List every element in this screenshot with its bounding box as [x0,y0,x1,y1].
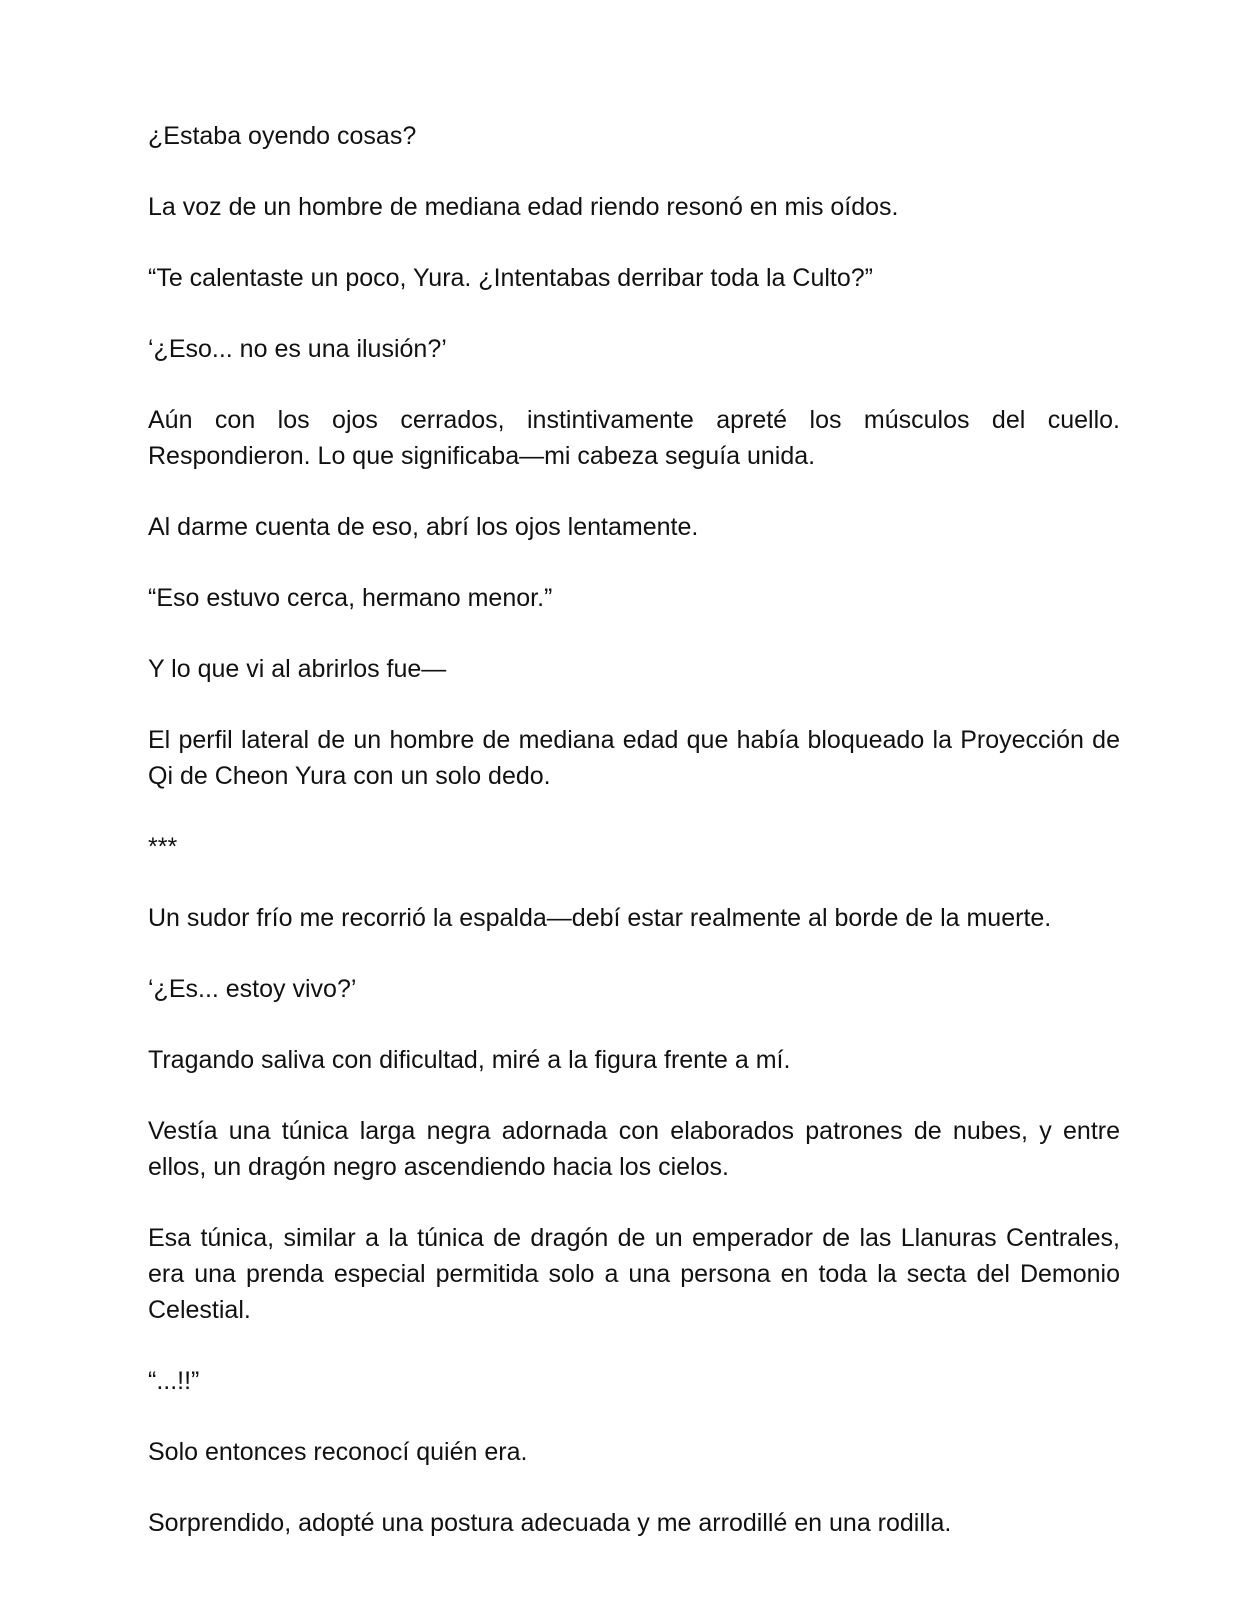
paragraph: Aún con los ojos cerrados, instintivamente apreté los músculos del cuello. Respondieron. Lo que significaba—mi cabeza seguía unida. [148,406,1120,470]
paragraph: “...!!” [148,1367,200,1395]
scene-break: *** [148,833,178,861]
paragraph: “Te calentaste un poco, Yura. ¿Intentabas derribar toda la Culto?” [148,264,873,292]
paragraph: Un sudor frío me recorrió la espalda—debí estar realmente al borde de la muerte. [148,904,1052,932]
document-body [148,118,1120,1576]
paragraph: Y lo que vi al abrirlos fue— [148,655,447,683]
paragraph: ‘¿Es... estoy vivo?’ [148,975,357,1003]
paragraph: Solo entonces reconocí quién era. [148,1438,528,1466]
paragraph: ¿Estaba oyendo cosas? [148,122,417,150]
paragraph: “Eso estuvo cerca, hermano menor.” [148,584,553,612]
paragraph: Al darme cuenta de eso, abrí los ojos lentamente. [148,513,699,541]
paragraph: El perfil lateral de un hombre de mediana edad que había bloqueado la Proyección de Qi de Cheon Yura con un solo dedo. [148,726,1120,790]
paragraph: Tragando saliva con dificultad, miré a la figura frente a mí. [148,1046,791,1074]
paragraph: La voz de un hombre de mediana edad riendo resonó en mis oídos. [148,193,899,221]
paragraph: Esa túnica, similar a la túnica de dragón de un emperador de las Llanuras Centrales, era una prenda especial permitida solo a una persona en toda la secta del Demonio Celestial. [148,1224,1120,1324]
paragraph: Sorprendido, adopté una postura adecuada y me arrodillé en una rodilla. [148,1509,952,1537]
paragraph: Vestía una túnica larga negra adornada con elaborados patrones de nubes, y entre ellos, un dragón negro ascendiendo hacia los cielos. [148,1117,1120,1181]
paragraph: ‘¿Eso... no es una ilusión?’ [148,335,447,363]
